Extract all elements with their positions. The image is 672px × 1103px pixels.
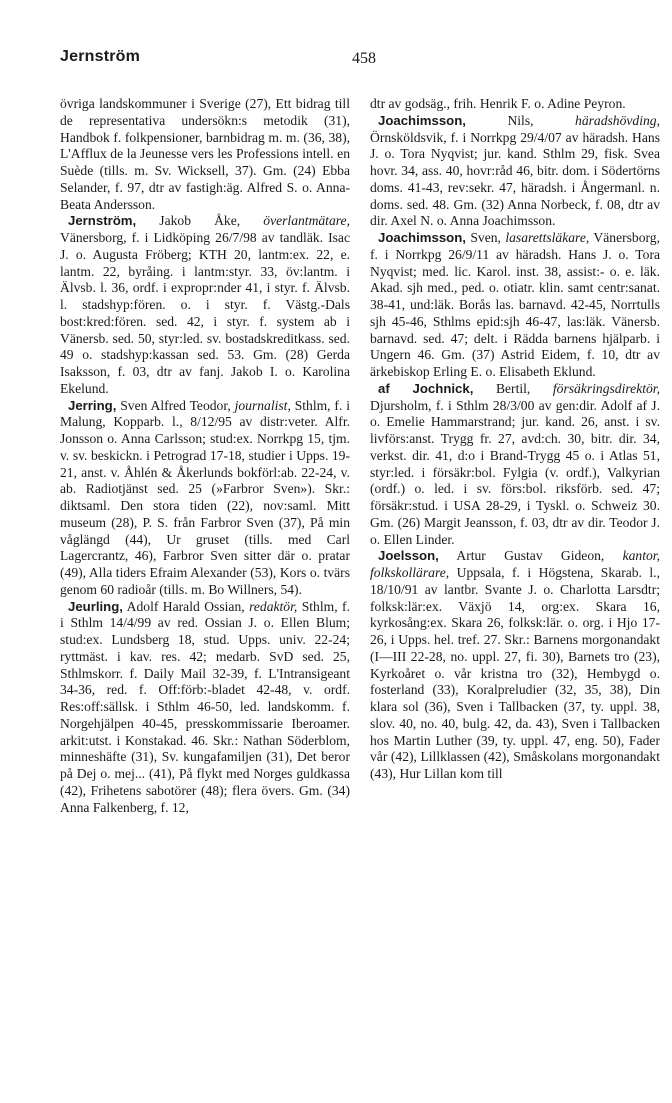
text-columns — [60, 96, 662, 1086]
entry-names: Artur Gustav Gideon, — [456, 548, 605, 564]
entry-body: Djursholm, f. i Sthlm 28/3/00 av gen:dir. Adolf af J. o. Emelie Hammarstrand; jur. kand. 26, anst. i sv. livförs:anst. Trygg fr. 27, avd:ch. 30, bitr. dir. 34, verkst. dir. 41, d:o i Brand-Trygg 45 o. i Atlas 51, styr:led. i försäkr:bol. Fylgia (v. ordf.), Valkyrian (ordf.) o. led. i sv. förs:bol. riksförb. sed. 47; försäkr:stud. i USA 28-29, i Tyskl. o. Schweiz 30. Gm. (26) Margit Jeansson, f. 03, dtr av dir. Teodor J. o. Ellen Linder. — [370, 397, 660, 547]
running-head: Jernström — [60, 48, 141, 65]
entry-title: överlantmätare, — [263, 213, 350, 229]
entry-names: Adolf Harald Ossian, — [126, 598, 245, 614]
entry-headword: Jernström, — [68, 213, 137, 229]
entry-headword: Jeurling, — [68, 598, 123, 614]
biography-entry — [370, 548, 660, 783]
entry-title: kantor, folkskollärare, — [370, 548, 660, 580]
entry-headword: Joelsson, — [378, 548, 439, 564]
entry-names: Nils, — [507, 112, 534, 128]
entry-title: redaktör, — [249, 598, 298, 614]
entry-headword: Jerring, — [68, 397, 117, 413]
left-column — [60, 96, 350, 816]
entry-names: Jakob Åke, — [159, 213, 241, 229]
entry-body: Vänersborg, f. i Norrkpg 26/9/11 av häradsh. Hans J. o. Tora Nyqvist; med. lic. Karol. inst. 38, assist:- o. e. läk. Akad. sjh med., ped. o. otiatr. klin. samt centr:sanat. 38-41, und:läk. Borås las. barnavd. 42-45, Norrtulls sjh 45-46, Sthlms epid:sjh 46-47, las:läk. Vänersb. barnavd. sed. 47; delt. i Rädda barnens hjälparb. i Ungern 46. Gm. (37) Astrid Eidem, f. 10, dtr av ärkebiskop Erling E. o. Elisabeth Eklund. — [370, 230, 660, 379]
entry-names: Sven Alfred Teodor, — [120, 397, 231, 413]
entry-title: försäkringsdirektör, — [552, 380, 660, 396]
entry-body: Sthlm, f. i Sthlm 14/4/99 av red. Ossian J. o. Ellen Blum; stud:ex. Lundsberg 18, stud. Upps. univ. 22-24; ryttmäst. i kav. res. 42; medarb. SvD sed. 25, Sthlmskorr. f. Daily Mail 32-39, f. L'Intransigeant 34-36, red. f. Off:förb:-bladet 42-48, v. ordf. Res:off:sällsk. i Sthlm 46-50, led. landskomm. f. Norgehjälpen 40-45, presskommissarie Iberoamer. arkit:utst. i Konstakad. 46. Skr.: Nathan Söderblom, minneshäfte (31), Sv. kungafamiljen (31), Det beror på Dej o. mej... (41), På flykt med Norges guldkassa (42), Frihetens sabotörer (48); flera övers. Gm. (34) Anna Falkenberg, f. 12, — [60, 598, 350, 815]
entry-body: Uppsala, f. i Högstena, Skarab. l., 18/10/91 av lantbr. Svante J. o. Charlotta Larsdtr; folksk:lär:ex. Växjö 14, org:ex. Skara 16, kyrkosång:ex. Skara 26, folksk:lär. o. org. i Hjo 17-26, i Upps. hel. tref. 27. Skr.: Barnens morgonandakt (I—III 22-28, no. uppl. 27, fi. 30), Barnets tro (23), Kyrkoåret o. vår kristna tro (32), Hembygd o. fosterland (33), Koralpreludier (32, 35, 38), Din klara sol (36), Sven i Tallbacken (37, ty. uppl. 38, slov. 40, no. 40, bulg. 42, da. 43), Sven i Tallbacken hos Martin Luther (39, ty. uppl. 47, eng. 50), Fader vår (42), Lillklassen (42), Småskolans morgonandakt (43), Hur Lillan kom till — [370, 565, 660, 781]
biography-entry — [370, 113, 660, 230]
entry-body: dtr av godsäg., frih. Henrik F. o. Adine Peyron. — [370, 96, 626, 111]
entry-names: Sven, — [470, 230, 501, 245]
biography-entry — [370, 230, 660, 381]
entry-body: Sthlm, f. i Malung, Kopparb. l., 8/12/95 av distr:veter. Alfr. Jonsson o. Anna Carlsson; stud:ex. Norrkpg 15, tjm. v. sv. beskickn. i Petrograd 17-18, studier i Upps. 19-21, anst. v. Åhlén & Åkerlunds bokförl:ab. 22-24, v. ab. Radiotjänst sed. 25 (»Farbror Sven»). Skr.: diktsaml. Den stora tiden (22), nov:saml. Mitt museum (28), P. S. från Farbror Sven (37), På min våglängd (44), Ur gruset (tills. med Carl Lagercrantz, 46), Farbror Sven sitter där o. pratar (49), Alla tiders Efraim Alexander (53), Kors o. tvärs genom 60 radioår (tills. m. Bo Willners, 54). — [60, 397, 350, 597]
biography-entry — [60, 599, 350, 817]
biography-entry — [370, 381, 660, 549]
entry-headword: Joachimsson, — [378, 112, 466, 128]
entry-body: Örnsköldsvik, f. i Norrkpg 29/4/07 av häradsh. Hans J. o. Tora Nyqvist; jur. kand. Sthlm 29, fisk. Svea hovr. 34, ass. 40, hovr:råd 46, bitr. dom. i Södertörns doms. 41-43, rev:sekr. 47, häradsh. i Ångermanl. n. doms. sed. 48. Gm. (32) Anna Norbeck, f. 08, dtr av dir. Axel N. o. Anna Joachimsson. — [370, 129, 660, 229]
entry-title: häradshövding, — [575, 112, 660, 128]
entry-title: lasarettsläkare, — [505, 230, 590, 245]
page-number: 458 — [352, 50, 376, 67]
entry-body: övriga landskommuner i Sverige (27), Ett bidrag till de representativa undersökn:s metodik (31), Handbok f. folkpensioner, barnbidrag m. m. (36, 38), L'Afflux de la Jeunesse vers les Professions intell. en Suède (tills. m. Sv. Wicksell, 37). Gm. (24) Ebba Selander, f. 97, dtr av fastigh:äg. Alfred S. o. Anna-Beata Andersson. — [60, 96, 350, 212]
entry-names: Bertil, — [495, 380, 531, 396]
entry-continuation — [370, 96, 660, 113]
biography-entry — [60, 213, 350, 397]
right-column — [370, 96, 660, 783]
entry-headword: Joachimsson, — [378, 230, 466, 245]
entry-headword: af Jochnick, — [378, 380, 474, 396]
entry-title: journalist, — [234, 397, 291, 413]
entry-body: Vänersborg, f. i Lidköping 26/7/98 av tandläk. Isac J. o. Augusta Fröberg; KTH 20, lantm:ex. 22, e. lantm. 22, byråing. i lantm:styr. 33, öv:lantm. i Älvsb. l. 36, ordf. i expropr:nder 41, i styr. f. Älvsb. l. stadshyp:fören. o. i styr. f. Västg.-Dals bost:kred:fören. sed. 42, i styr. f. system ab i Vänersb. sed. 50, styr:led. sv. bostadskreditkass. sed. 49 o. stadshyp:kassan sed. 53. Gm. (28) Gerda Isaksson, f. 03, dtr av fanj. Jakob I. o. Karolina Ekelund. — [60, 230, 350, 396]
page-header — [60, 48, 610, 78]
entry-continuation — [60, 96, 350, 213]
biography-entry — [60, 398, 350, 599]
